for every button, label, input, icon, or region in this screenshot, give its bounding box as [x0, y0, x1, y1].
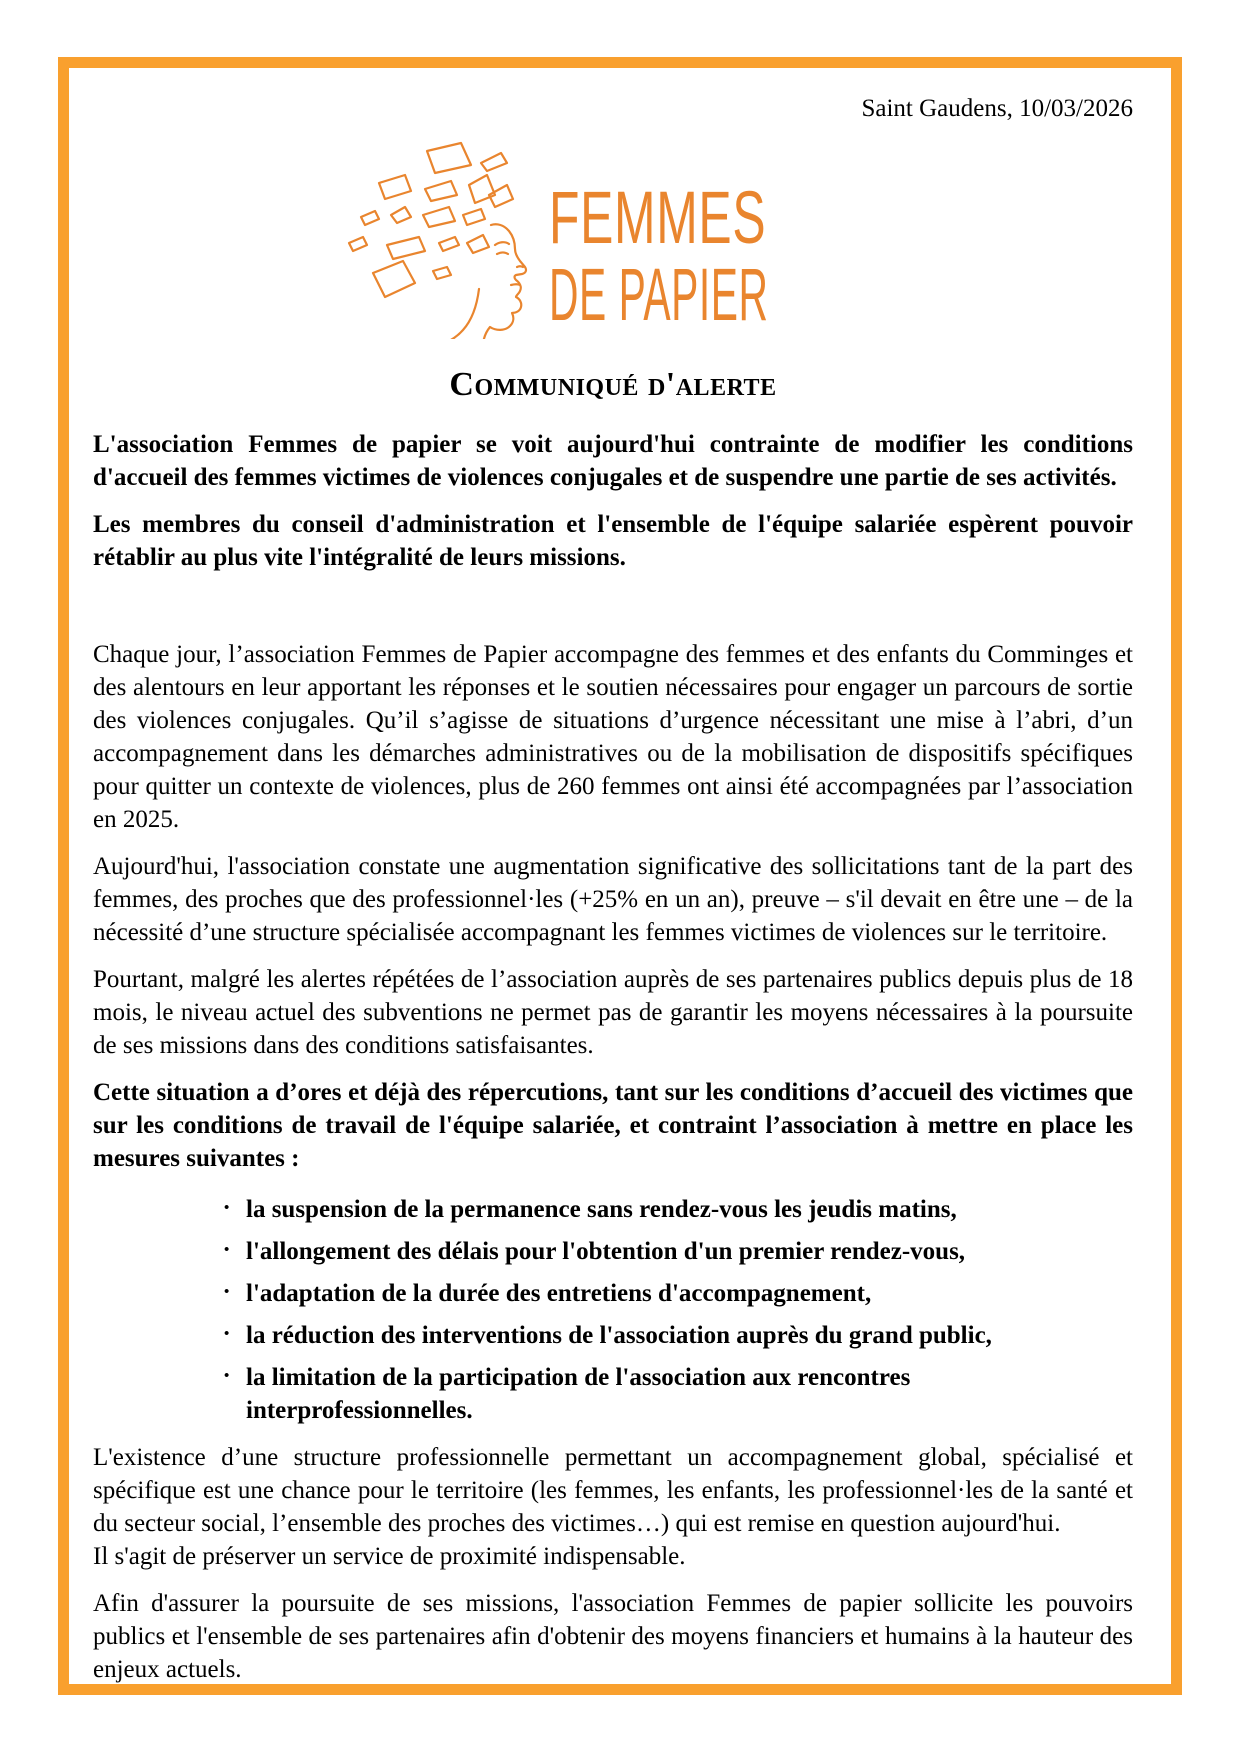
document-frame — [58, 57, 1182, 1695]
paragraph-increase: Aujourd'hui, l'association constate une augmentation significative des sollicitations tant de la part des femmes, des proches que des professionnel·les (+25% en un an), preuve – s'il devait en être une – de la nécessité d’une structure spécialisée accompagnant les femmes victimes de violences sur le territoire. — [93, 853, 1133, 946]
measure-item: • la suspension de la permanence sans rendez-vous les jeudis matins, — [218, 1193, 1133, 1226]
paragraph-subsidies: Pourtant, malgré les alertes répétées de l’association auprès de ses partenaires publics depuis plus de 18 mois, le niveau actuel des subventions ne permet pas de garantir les moyens nécessaires à la poursuite de ses missions dans des conditions satisfaisantes. — [93, 966, 1133, 1059]
paragraph-preserve-text: Il s'agit de préserver un service de proximité indispensable. — [93, 1543, 686, 1570]
measure-item: • la réduction des interventions de l'association auprès du grand public, — [218, 1319, 1133, 1352]
logo-wordmark-line1: FEMMES — [549, 176, 767, 260]
paragraph-daily-support: Chaque jour, l’association Femmes de Papier accompagne des femmes et des enfants du Comminges et des alentours en leur apportant les réponses et le soutien nécessaires pour engager un parcours de sortie des violences conjugales. Qu’il s’agisse de situations d’urgence nécessitant une mise à l’abri, d’un accompagnement dans les démarches administratives ou de la mobilisation de dispositifs spécifiques pour quitter un contexte de violences, plus de 260 femmes ont ainsi été accompagnées par l’association en 2025. — [93, 641, 1133, 833]
paragraph-consequences: Cette situation a d’ores et déjà des répercutions, tant sur les conditions d’accueil des victimes que sur les conditions de travail de l'équipe salariée, et contraint l’association à mettre en place les mesures suivantes : — [93, 1079, 1133, 1172]
measure-item: • l'adaptation de la durée des entretiens d'accompagnement, — [218, 1277, 1133, 1310]
paragraph-lead-2: Les membres du conseil d'administration et l'ensemble de l'équipe salariée espèrent pouvoir rétablir au plus vite l'intégralité de leurs missions. — [93, 511, 1133, 571]
paragraph-lead-1: L'association Femmes de papier se voit aujourd'hui contrainte de modifier les conditions d'accueil des femmes victimes de violences conjugales et de suspendre une partie de ses activités. — [93, 431, 1133, 491]
paragraph-existence-text: L'existence d’une structure professionnelle permettant un accompagnement global, spécialisé et spécifique est une chance pour le territoire (les femmes, les enfants, les professionnel·les de la santé et du secteur social, l’ensemble des proches des victimes…) qui est remise en question aujourd'hui. — [93, 1444, 1133, 1537]
femmes-de-papier-logo — [341, 139, 781, 339]
paragraph-appeal: Afin d'assurer la poursuite de ses missions, l'association Femmes de papier sollicite les pouvoirs publics et l'ensemble de ses partenaires afin d'obtenir des moyens financiers et humains à la hauteur des enjeux actuels. — [93, 1590, 1133, 1683]
measures-list — [218, 1193, 1133, 1427]
logo-wordmark-line2: DE PAPIER — [549, 253, 769, 337]
measure-item: • l'allongement des délais pour l'obtention d'un premier rendez-vous, — [218, 1235, 1133, 1268]
document-title: Communiqué d'alerte — [449, 366, 777, 403]
face-profile-icon — [437, 224, 526, 339]
paragraph-existence — [93, 1441, 1133, 1573]
paper-pieces-icon — [349, 143, 513, 297]
measure-item: • la limitation de la participation de l'association aux rencontres interprofessionnelles. — [218, 1361, 1133, 1427]
dateline: Saint Gaudens, 10/03/2026 — [861, 95, 1133, 122]
